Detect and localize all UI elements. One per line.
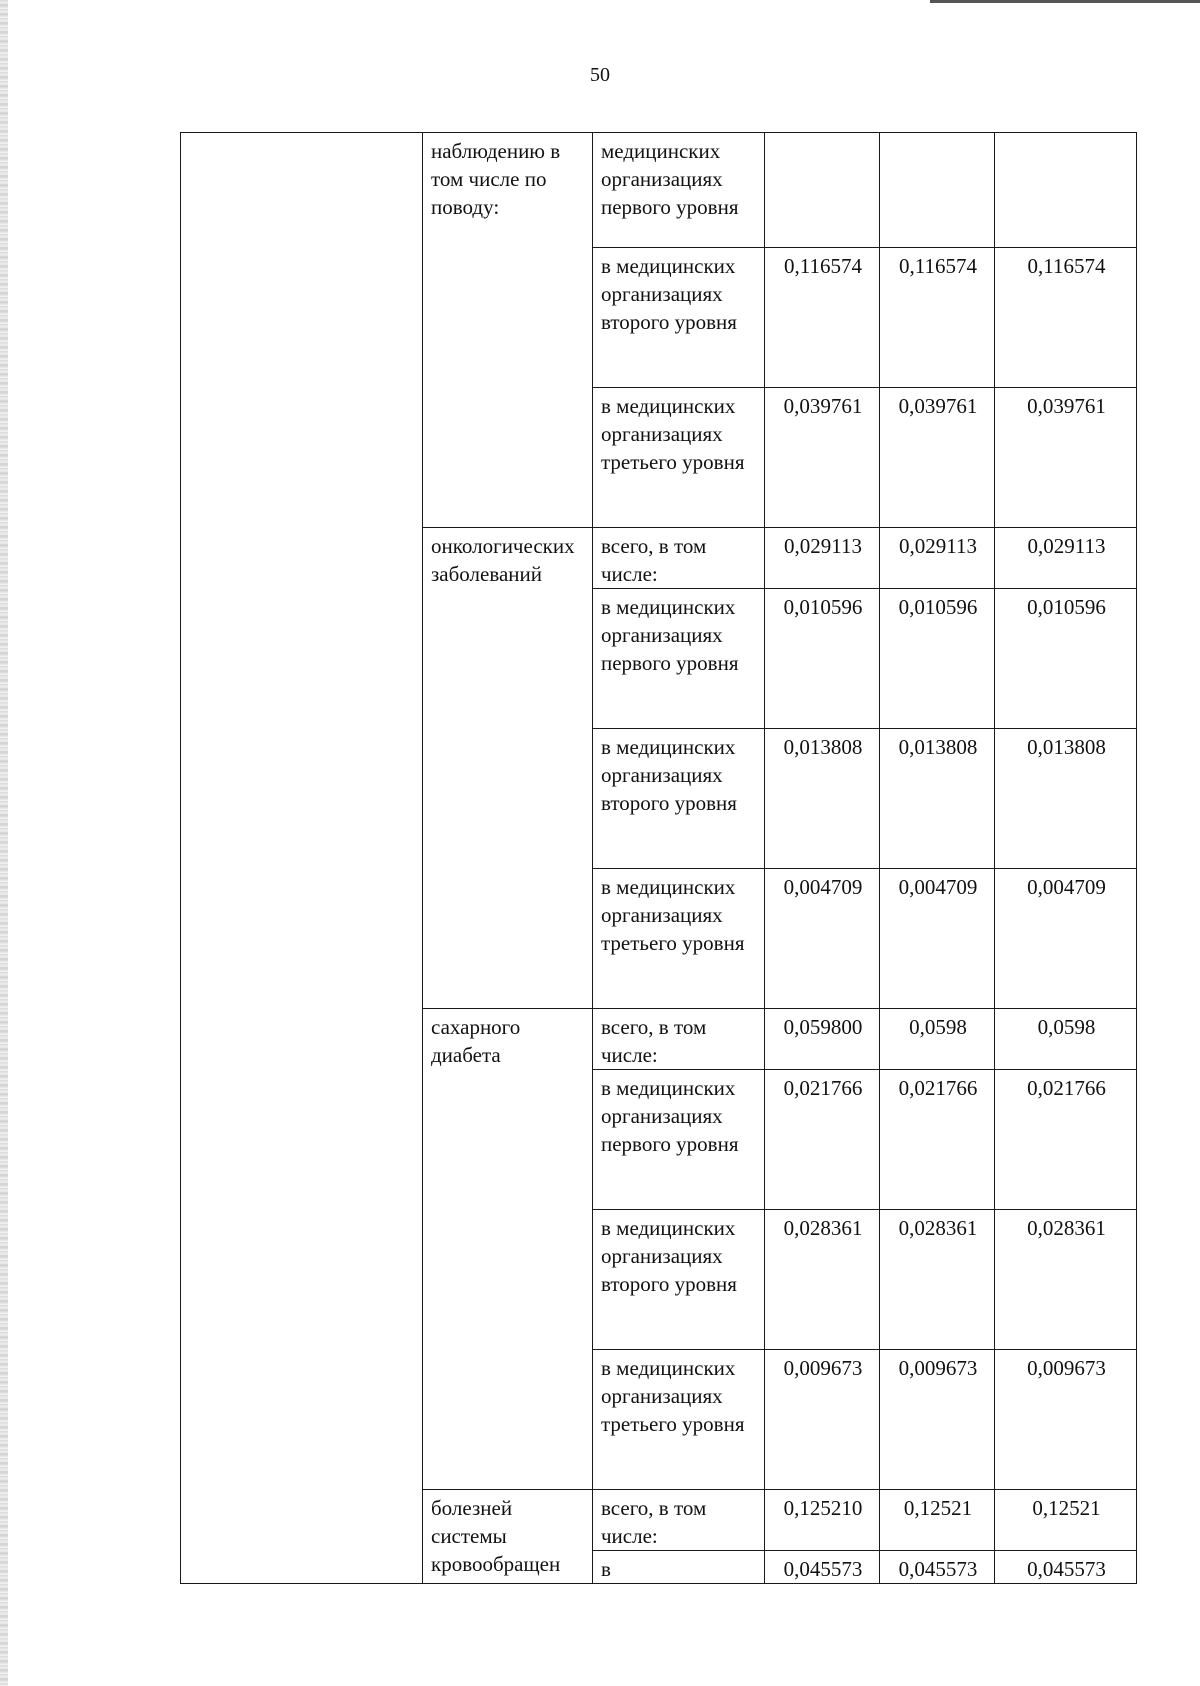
sub-label: в: [593, 1551, 765, 1584]
group-label: наблюдению в том числе по поводу:: [423, 133, 593, 528]
value-cell: 0,013808: [995, 729, 1137, 869]
value-cell: 0,009673: [765, 1350, 880, 1490]
value-cell: 0,021766: [880, 1070, 995, 1210]
value-cell: 0,045573: [765, 1551, 880, 1584]
value-cell: [995, 133, 1137, 248]
value-cell: 0,12521: [880, 1490, 995, 1551]
table-row: [181, 133, 1137, 248]
value-cell: 0,009673: [880, 1350, 995, 1490]
value-cell: 0,013808: [765, 729, 880, 869]
data-table: [180, 132, 1137, 1584]
page-number: 50: [590, 64, 610, 86]
value-cell: 0,013808: [880, 729, 995, 869]
group-label: онкологических заболеваний: [423, 528, 593, 1009]
value-cell: 0,029113: [880, 528, 995, 589]
value-cell: 0,045573: [995, 1551, 1137, 1584]
sub-label: в медицинских организациях второго уровня: [593, 248, 765, 388]
value-cell: 0,116574: [995, 248, 1137, 388]
value-cell: [765, 133, 880, 248]
group-label: болезней системы кровообращен: [423, 1490, 593, 1584]
value-cell: 0,004709: [995, 869, 1137, 1009]
value-cell: 0,039761: [880, 388, 995, 528]
value-cell: 0,029113: [995, 528, 1137, 589]
scan-edge: [0, 0, 8, 1686]
sub-label: в медицинских организациях третьего уровня: [593, 388, 765, 528]
value-cell: 0,116574: [765, 248, 880, 388]
empty-first-column: [181, 133, 423, 1584]
value-cell: 0,0598: [880, 1009, 995, 1070]
value-cell: 0,021766: [995, 1070, 1137, 1210]
value-cell: 0,010596: [995, 589, 1137, 729]
sub-label: в медицинских организациях третьего уровня: [593, 869, 765, 1009]
value-cell: 0,028361: [765, 1210, 880, 1350]
value-cell: 0,028361: [880, 1210, 995, 1350]
top-rule: [930, 0, 1200, 3]
value-cell: 0,021766: [765, 1070, 880, 1210]
value-cell: 0,125210: [765, 1490, 880, 1551]
value-cell: 0,004709: [880, 869, 995, 1009]
sub-label: медицинских организациях первого уровня: [593, 133, 765, 248]
sub-label: в медицинских организациях первого уровня: [593, 1070, 765, 1210]
value-cell: 0,059800: [765, 1009, 880, 1070]
value-cell: [880, 133, 995, 248]
sub-label: в медицинских организациях первого уровня: [593, 589, 765, 729]
value-cell: 0,009673: [995, 1350, 1137, 1490]
group-label: сахарного диабета: [423, 1009, 593, 1490]
value-cell: 0,039761: [765, 388, 880, 528]
value-cell: 0,0598: [995, 1009, 1137, 1070]
value-cell: 0,004709: [765, 869, 880, 1009]
sub-label: в медицинских организациях второго уровня: [593, 1210, 765, 1350]
value-cell: 0,116574: [880, 248, 995, 388]
sub-label: в медицинских организациях второго уровня: [593, 729, 765, 869]
value-cell: 0,028361: [995, 1210, 1137, 1350]
value-cell: 0,12521: [995, 1490, 1137, 1551]
sub-label: всего, в том числе:: [593, 1009, 765, 1070]
value-cell: 0,045573: [880, 1551, 995, 1584]
sub-label: в медицинских организациях третьего уровня: [593, 1350, 765, 1490]
sub-label: всего, в том числе:: [593, 1490, 765, 1551]
sub-label: всего, в том числе:: [593, 528, 765, 589]
value-cell: 0,039761: [995, 388, 1137, 528]
value-cell: 0,010596: [880, 589, 995, 729]
value-cell: 0,010596: [765, 589, 880, 729]
value-cell: 0,029113: [765, 528, 880, 589]
